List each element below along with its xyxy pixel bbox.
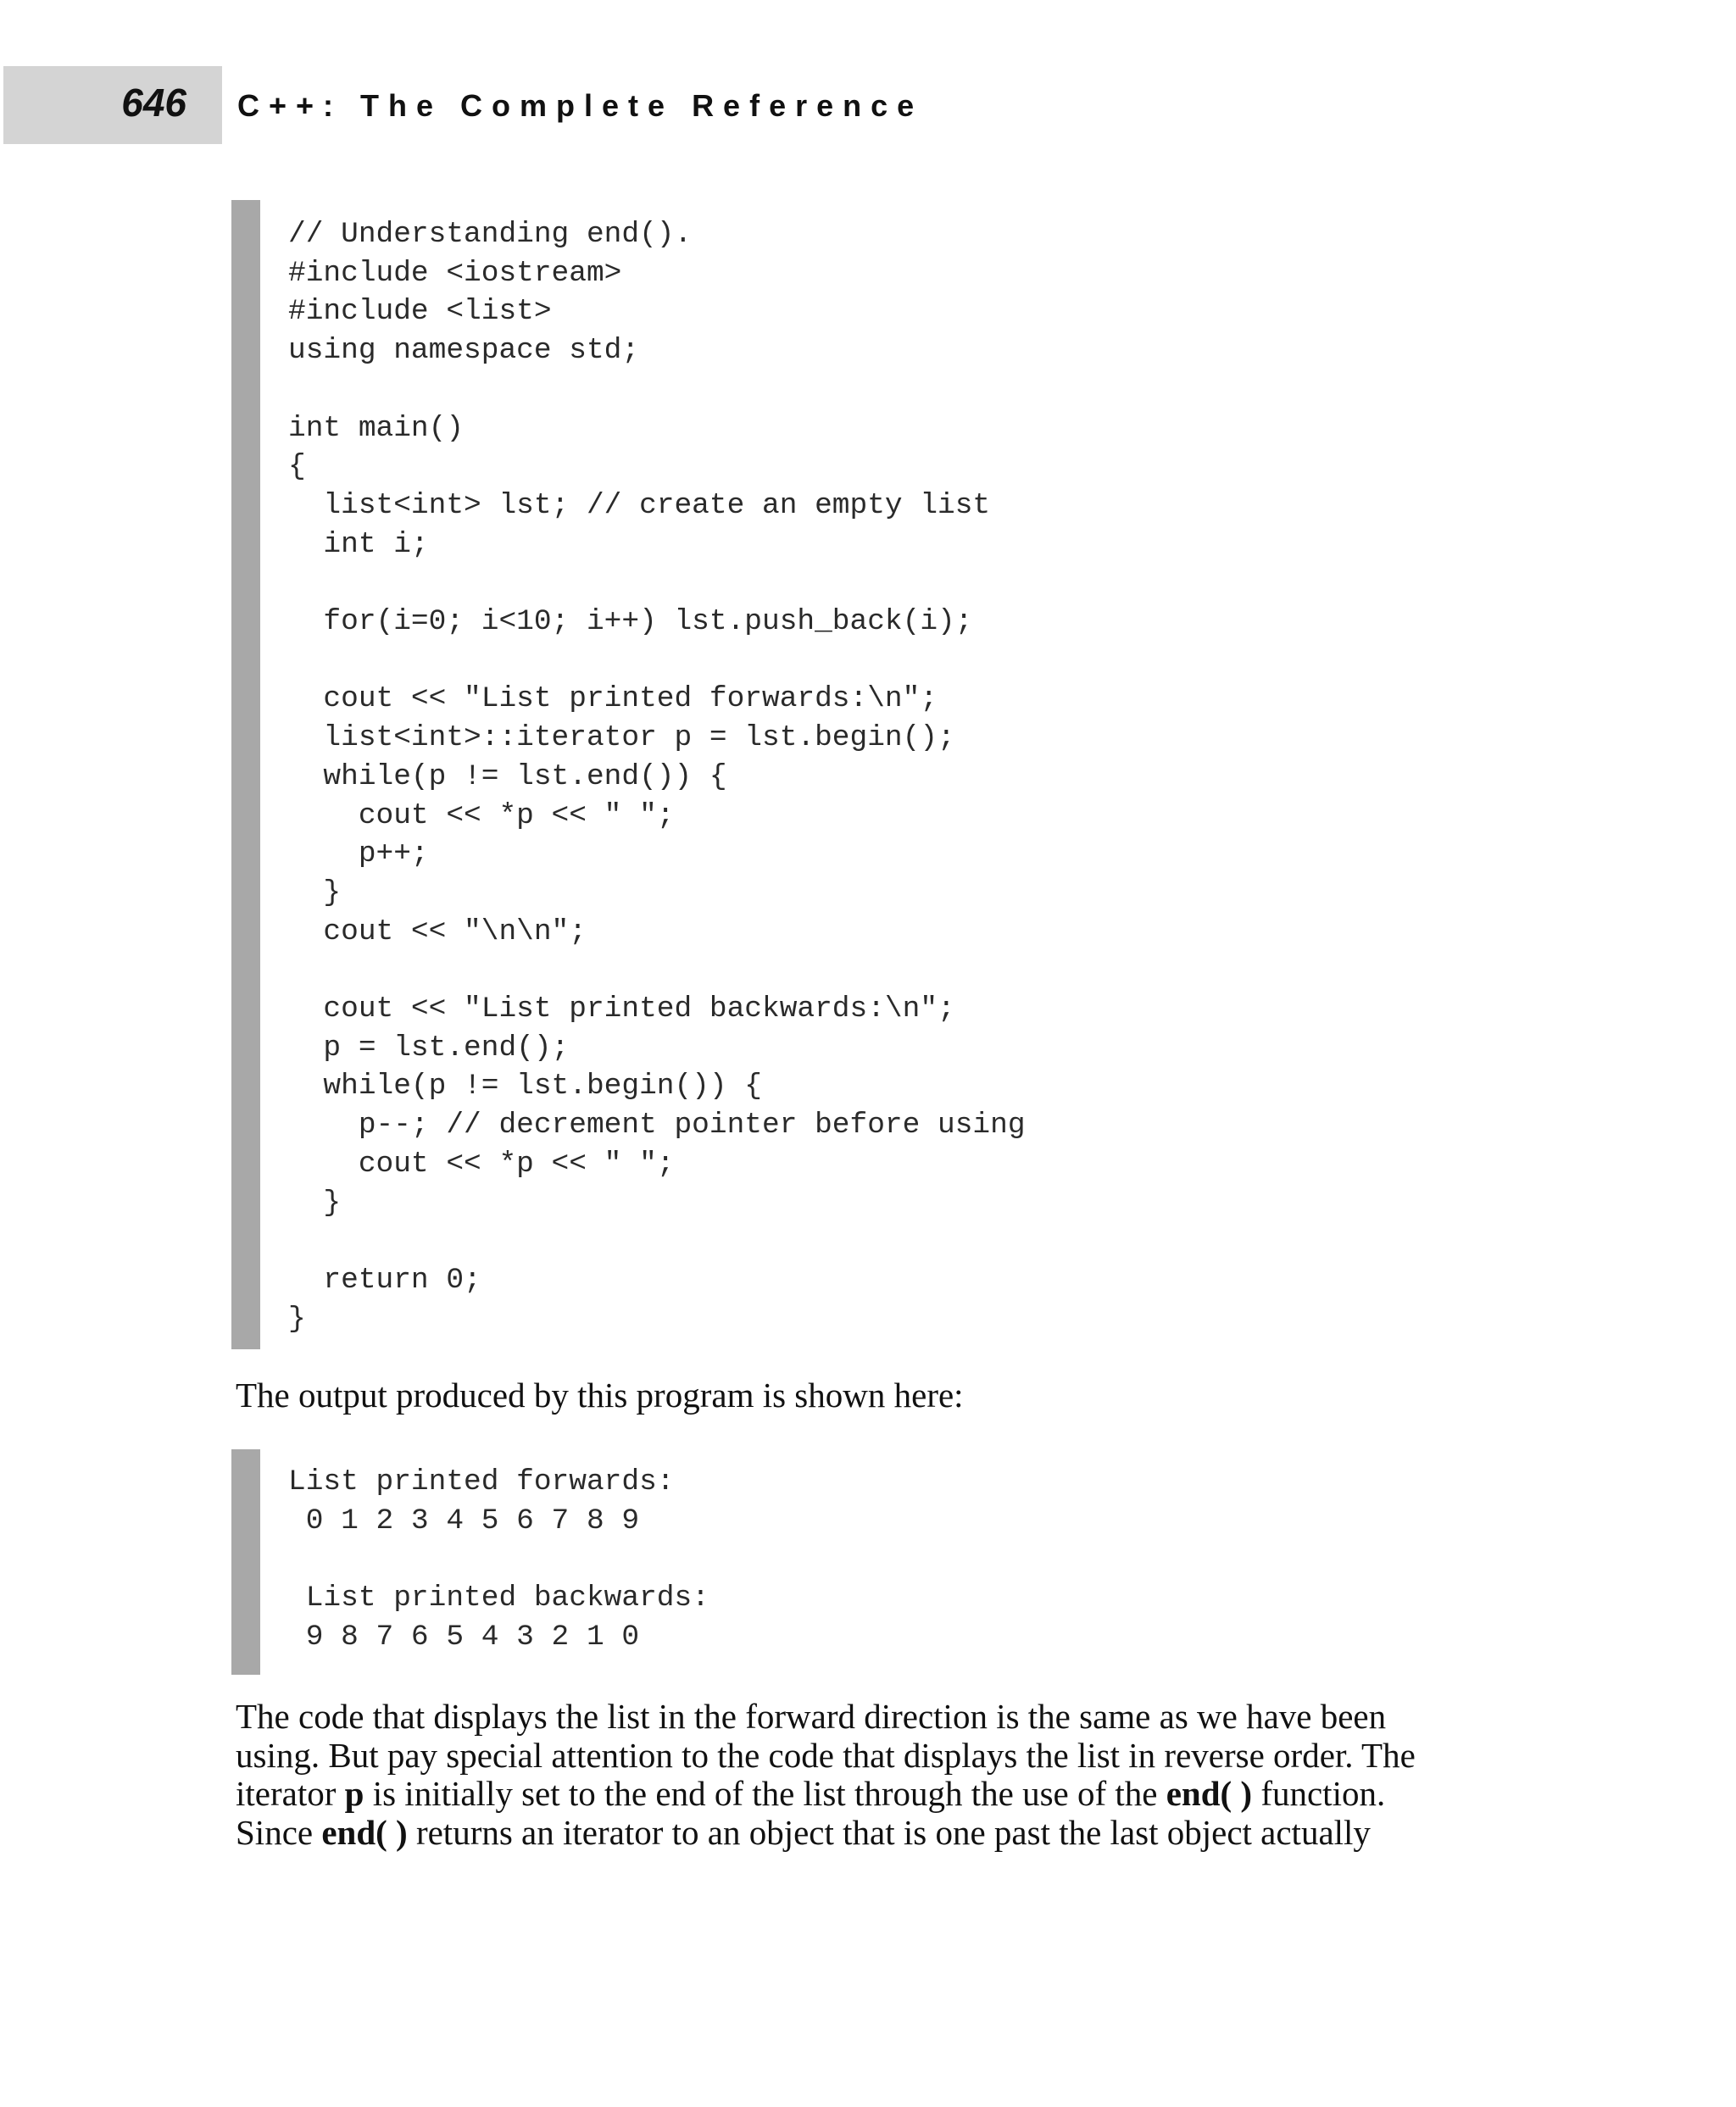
code-listing [231, 200, 1503, 1349]
code-text: // Understanding end(). #include <iostream> #include <list> using namespace std; int main() { list<int> lst; // create an empty list int i; for(i=0; i<10; i++) lst.push_back(i); cout << "List printed forwards:\n"; list<int>::iterator p = lst.begin(); while(p != lst.end()) { cout << *p << " "; p++; } cout << "\n\n"; cout << "List printed backwards:\n"; p = lst.end(); while(p != lst.begin()) { p--; // decrement pointer before using cout << *p << " "; } return 0; } [288, 218, 1026, 1336]
text-run: iterator [236, 1774, 345, 1813]
output-listing [231, 1449, 1503, 1675]
end-function-bold: end( ) [321, 1812, 408, 1852]
explanation-line [236, 1775, 1473, 1814]
explanation-paragraph [236, 1698, 1473, 1852]
page-number: 646 [121, 81, 186, 125]
explanation-line [236, 1814, 1473, 1853]
output-intro-paragraph: The output produced by this program is shown here: [236, 1376, 964, 1415]
output-margin-bar [231, 1449, 260, 1675]
iterator-p-bold: p [344, 1774, 364, 1813]
page-number-tab [3, 66, 222, 144]
text-run: is initially set to the end of the list through the use of the [364, 1774, 1166, 1813]
text-run: Since [236, 1812, 322, 1852]
text-run: returns an iterator to an object that is one past the last object actually [407, 1812, 1371, 1852]
explanation-line: using. But pay special attention to the code that displays the list in reverse order. The [236, 1735, 1416, 1775]
text-run: function. [1252, 1774, 1386, 1813]
code-margin-bar [231, 200, 260, 1349]
running-head: C++: The Complete Reference [237, 88, 924, 123]
end-function-bold: end( ) [1166, 1774, 1253, 1813]
explanation-line: The code that displays the list in the forward direction is the same as we have been [236, 1697, 1387, 1736]
output-text: List printed forwards: 0 1 2 3 4 5 6 7 8 9 List printed backwards: 9 8 7 6 5 4 3 2 1 0 [288, 1465, 709, 1654]
